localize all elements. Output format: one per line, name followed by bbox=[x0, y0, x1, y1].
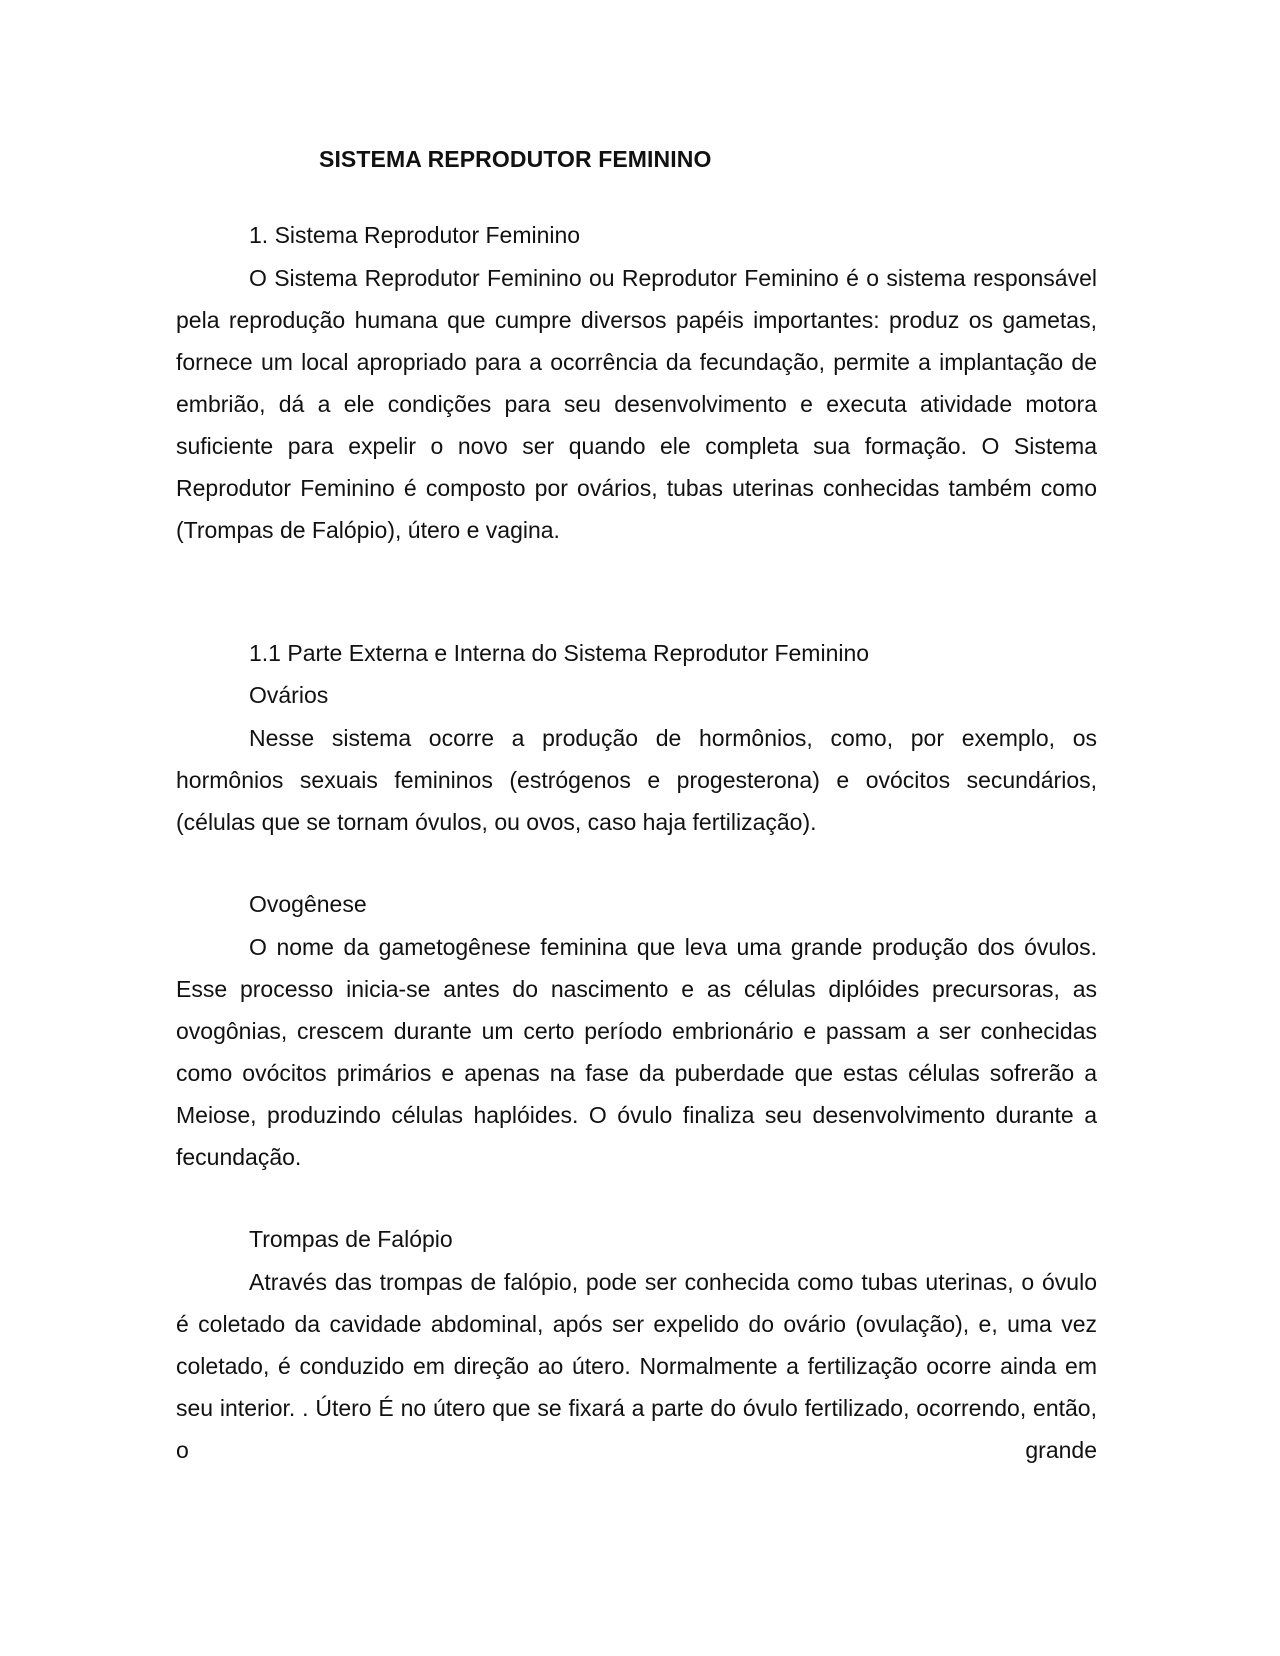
document-title: SISTEMA REPRODUTOR FEMININO bbox=[319, 146, 712, 172]
paragraph-trompas: Através das trompas de falópio, pode ser conhecida como tubas uterinas, o óvulo é coletado da cavidade abdominal, após ser expelido do ovário (ovulação), e, uma vez coletado, é conduzido em direção ao útero. Normalmente a fertilização ocorre ainda em seu interior. . Útero É no útero que se fixará a parte do óvulo fertilizado, ocorrendo, então, o grande bbox=[176, 1269, 1097, 1463]
section-heading-1-1: 1.1 Parte Externa e Interna do Sistema Reprodutor Feminino bbox=[249, 640, 870, 666]
subheading-ovogenese: Ovogênese bbox=[249, 891, 367, 917]
paragraph-ovarios: Nesse sistema ocorre a produção de hormônios, como, por exemplo, os hormônios sexuais femininos (estrógenos e progesterona) e ovócitos secundários, (células que se tornam óvulos, ou ovos, caso haja fertilização). bbox=[176, 725, 1097, 835]
paragraph-ovogenese: O nome da gametogênese feminina que leva uma grande produção dos óvulos. Esse processo inicia-se antes do nascimento e as células diplóides precursoras, as ovogônias, crescem durante um certo período embrionário e passam a ser conhecidas como ovócitos primários e apenas na fase da puberdade que estas células sofrerão a Meiose, produzindo células haplóides. O óvulo finaliza seu desenvolvimento durante a fecundação. bbox=[176, 934, 1097, 1170]
paragraph-sistema-reprodutor: O Sistema Reprodutor Feminino ou Reprodutor Feminino é o sistema responsável pela reprodução humana que cumpre diversos papéis importantes: produz os gametas, fornece um local apropriado para a ocorrência da fecundação, permite a implantação de embrião, dá a ele condições para seu desenvolvimento e executa atividade motora suficiente para expelir o novo ser quando ele completa sua formação. O Sistema Reprodutor Feminino é composto por ovários, tubas uterinas conhecidas também como (Trompas de Falópio), útero e vagina. bbox=[176, 265, 1097, 543]
subheading-trompas: Trompas de Falópio bbox=[249, 1226, 453, 1252]
subheading-ovarios: Ovários bbox=[249, 682, 329, 708]
section-heading-1: 1. Sistema Reprodutor Feminino bbox=[249, 222, 581, 248]
